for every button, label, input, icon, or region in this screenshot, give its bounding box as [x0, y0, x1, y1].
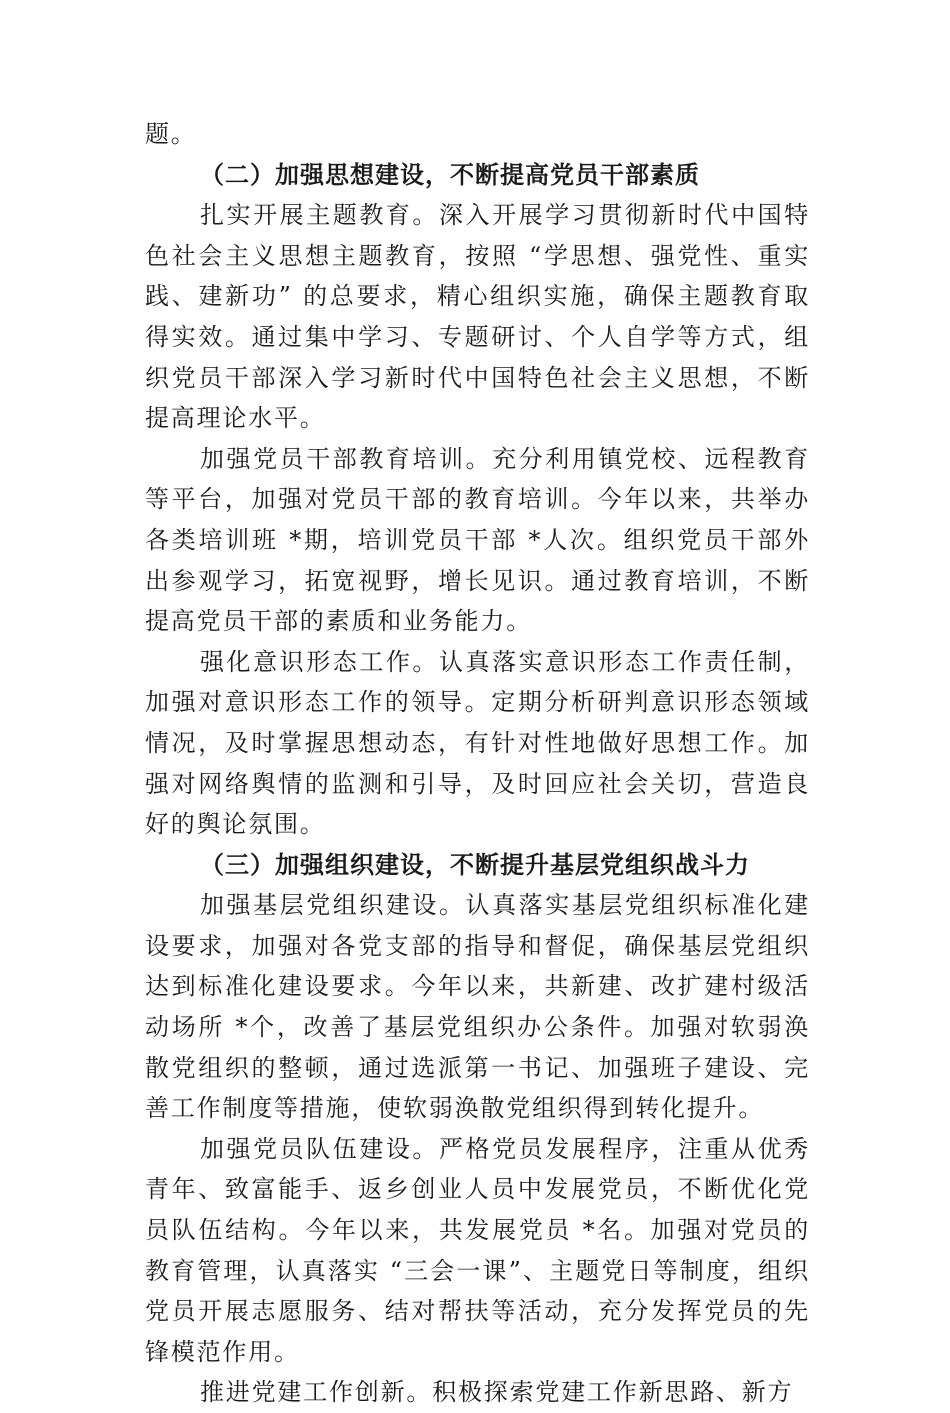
continuation-text: 题。 — [145, 120, 197, 148]
section-heading-3: （三）加强组织建设，不断提升基层党组织战斗力 — [200, 849, 750, 879]
paragraph-ideology: 强化意识形态工作。认真落实意识形态工作责任制，加强对意识形态工作的领导。定期分析研判意识形态领域情况，及时掌握思想动态，有针对性地做好思想工作。加强对网络舆情的监测和引导，及时回应社会关切，营造良好的舆论氛围。 — [145, 647, 810, 839]
section-heading-2: （二）加强思想建设，不断提高党员干部素质 — [200, 159, 700, 189]
paragraph-innovation: 推进党建工作创新。积极探索党建工作新思路、新方 — [200, 1378, 794, 1407]
paragraph-grassroots-org: 加强基层党组织建设。认真落实基层党组织标准化建设要求，加强对各党支部的指导和督促，确保基层党组织达到标准化建设要求。今年以来，共新建、改扩建村级活动场所 *个，改善了基层党组织办公条件。加强对软弱涣散党组织的整顿，通过选派第一书记、加强班子建设、完善工作制度等措施，使软弱涣散党组织得到转化提升。 — [145, 891, 810, 1123]
paragraph-training: 加强党员干部教育培训。充分利用镇党校、远程教育等平台，加强对党员干部的教育培训。今年以来，共举办各类培训班 *期，培训党员干部 *人次。组织党员干部外出参观学习，拓宽视野，增长见识。通过教育培训，不断提高党员干部的素质和业务能力。 — [145, 444, 810, 636]
paragraph-party-members: 加强党员队伍建设。严格党员发展程序，注重从优秀青年、致富能手、返乡创业人员中发展党员，不断优化党员队伍结构。今年以来，共发展党员 *名。加强对党员的教育管理，认真落实 “三会一课”、主题党日等制度，组织党员开展志愿服务、结对帮扶等活动，充分发挥党员的先锋模范作用。 — [145, 1134, 810, 1366]
paragraph-theme-education: 扎实开展主题教育。深入开展学习贯彻新时代中国特色社会主义思想主题教育，按照 “学思想、强党性、重实践、建新功” 的总要求，精心组织实施，确保主题教育取得实效。通过集中学习、专题研讨、个人自学等方式，组织党员干部深入学习新时代中国特色社会主义思想，不断提高理论水平。 — [145, 201, 810, 433]
document-page — [145, 114, 810, 1413]
